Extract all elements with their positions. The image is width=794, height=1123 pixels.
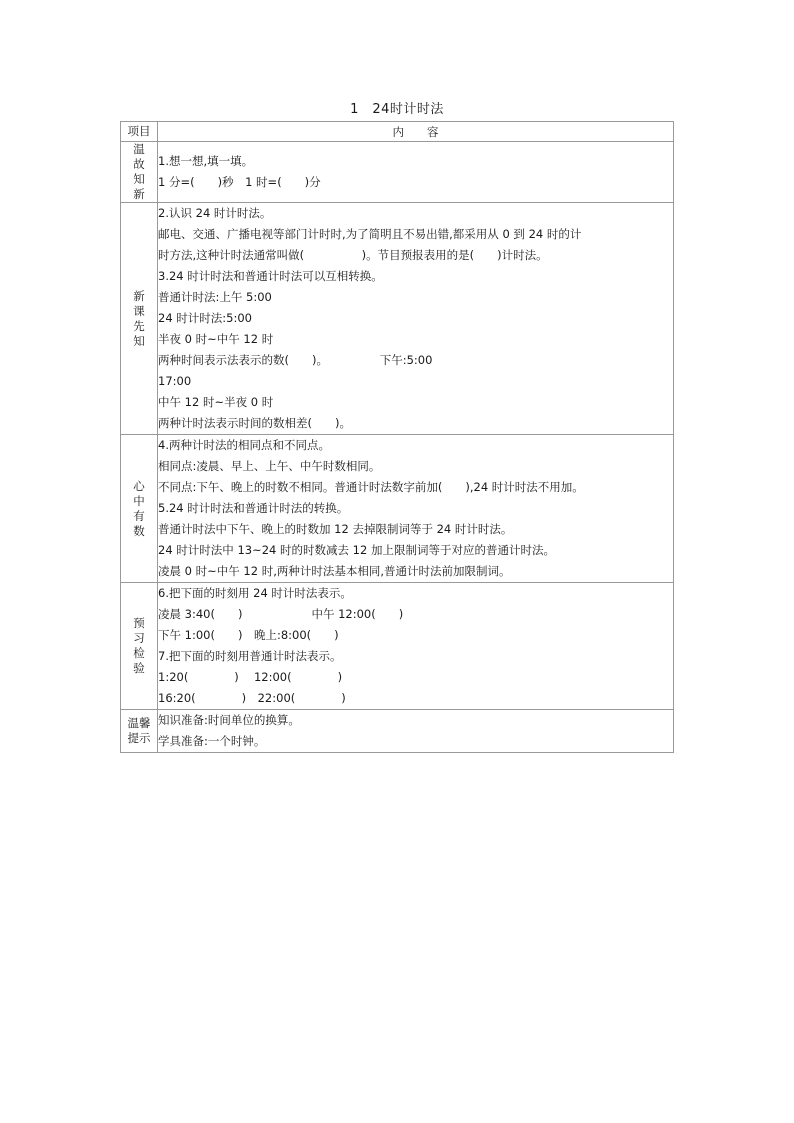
label-char: 中 (133, 493, 145, 508)
header-content-cell: 内 容 (158, 122, 674, 142)
content-line: 17:00 (158, 374, 192, 388)
label-char: 新 (133, 187, 145, 201)
content-line: 5.24 时计时法和普通计时法的转换。 (158, 501, 349, 515)
section-summary-row (121, 435, 674, 583)
section-tips-label (121, 710, 158, 753)
label-char: 知 (133, 333, 145, 348)
content-line: 7.把下面的时刻用普通计时法表示。 (158, 649, 342, 663)
label-char: 温馨 (127, 716, 151, 730)
content-line: 不同点:下午、晚上的时数不相同。普通计时法数字前加( ),24 时计时法不用加。 (158, 480, 584, 494)
section-check-content (158, 583, 674, 710)
section-tips-row (121, 710, 674, 753)
label-char: 有 (133, 508, 145, 523)
content-line: 两种时间表示法表示的数( )。 下午:5:00 (158, 353, 433, 367)
content-line: 24 时计时法:5:00 (158, 311, 252, 325)
label-char: 新 (133, 288, 145, 303)
content-line: 3.24 时计时法和普通计时法可以互相转换。 (158, 269, 383, 283)
section-tips-content (158, 710, 674, 753)
content-line: 6.把下面的时刻用 24 时计时法表示。 (158, 586, 352, 600)
label-char: 先 (133, 318, 145, 333)
content-line: 半夜 0 时~中午 12 时 (158, 332, 274, 346)
content-line: 知识准备:时间单位的换算。 (158, 713, 300, 727)
label-char: 习 (133, 631, 145, 645)
section-preview-content (158, 203, 674, 435)
content-line: 邮电、交通、广播电视等部门计时时,为了简明且不易出错,都采用从 0 到 24 时的计 (158, 227, 582, 241)
lesson-table (120, 121, 674, 753)
label-char: 心 (133, 478, 145, 493)
label-char: 温 (133, 142, 145, 156)
content-line: 学具准备:一个时钟。 (158, 734, 266, 748)
label-char: 课 (133, 303, 145, 318)
content-line: 普通计时法中下午、晚上的时数加 12 去掉限制词等于 24 时计时法。 (158, 522, 513, 536)
content-line: 下午 1:00( ) 晚上:8:00( ) (158, 628, 339, 642)
content-line: 时方法,这种计时法通常叫做( )。节目预报表用的是( )计时法。 (158, 248, 548, 262)
label-char: 预 (133, 616, 145, 630)
content-line: 1 分=( )秒 1 时=( )分 (158, 175, 321, 189)
label-char: 验 (133, 661, 145, 675)
content-line: 1:20( ) 12:00( ) (158, 670, 343, 684)
section-check-label (121, 583, 158, 710)
label-char: 故 (133, 157, 145, 171)
section-check-row (121, 583, 674, 710)
table-header-row (121, 122, 674, 142)
content-line: 凌晨 0 时~中午 12 时,两种计时法基本相同,普通计时法前加限制词。 (158, 564, 511, 578)
content-line: 24 时计时法中 13~24 时的时数减去 12 加上限制词等于对应的普通计时法。 (158, 543, 555, 557)
content-line: 中午 12 时~半夜 0 时 (158, 395, 274, 409)
page-title: 1 24时计时法 (350, 102, 444, 117)
section-summary-label (121, 435, 158, 583)
label-char: 数 (133, 523, 145, 538)
section-review-label (121, 142, 158, 203)
content-line: 凌晨 3:40( ) 中午 12:00( ) (158, 607, 404, 621)
label-char: 检 (133, 646, 145, 660)
header-item-cell: 项目 (121, 122, 158, 142)
content-line: 1.想一想,填一填。 (158, 154, 254, 168)
content-line: 两种计时法表示时间的数相差( )。 (158, 416, 351, 430)
content-line: 普通计时法:上午 5:00 (158, 290, 272, 304)
section-summary-content (158, 435, 674, 583)
label-char: 知 (133, 172, 145, 186)
content-line: 相同点:凌晨、早上、上午、中午时数相同。 (158, 459, 381, 473)
section-review-row (121, 142, 674, 203)
content-line: 16:20( ) 22:00( ) (158, 691, 346, 705)
content-line: 2.认识 24 时计时法。 (158, 206, 272, 220)
label-char: 提示 (127, 731, 151, 745)
section-review-content (158, 142, 674, 203)
content-line: 4.两种计时法的相同点和不同点。 (158, 438, 330, 452)
section-preview-label (121, 203, 158, 435)
section-preview-row (121, 203, 674, 435)
